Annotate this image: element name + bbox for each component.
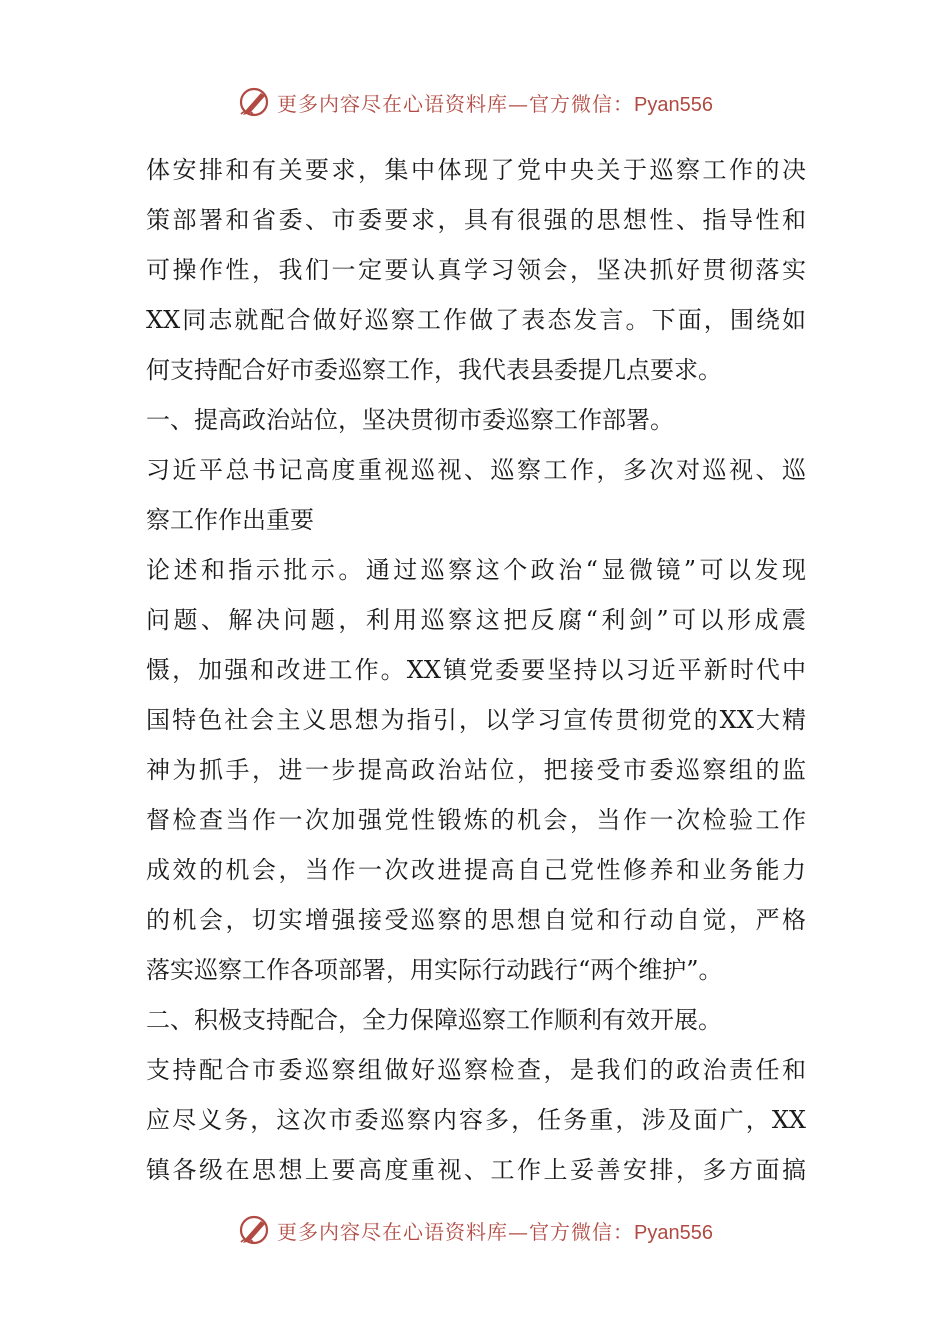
text-line: 何支持配合好市委巡察工作，我代表县委提几点要求。 <box>146 356 722 384</box>
text-line: 落实巡察工作各项部署，用实际行动践行“两个维护”。 <box>146 956 723 984</box>
text-line: 慑，加强和改进工作。XX镇党委要坚持以习近平新时代中 <box>146 656 806 684</box>
section-heading-2: 二、积极支持配合，全力保障巡察工作顺利有效开展。 <box>146 1006 722 1034</box>
text-line: 神为抓手，进一步提高政治站位，把接受市委巡察组的监 <box>146 756 806 784</box>
text-line: 体安排和有关要求，集中体现了党中央关于巡察工作的决 <box>146 156 806 184</box>
text-line: 支持配合市委巡察组做好巡察检查，是我们的政治责任和 <box>146 1056 806 1084</box>
text-line: 论述和指示批示。通过巡察这个政治“显微镜”可以发现 <box>146 556 806 584</box>
text-line: 成效的机会，当作一次改进提高自己党性修养和业务能力 <box>146 856 806 884</box>
header-banner <box>0 82 950 122</box>
text-line: 镇各级在思想上要高度重视、工作上妥善安排，多方面搞 <box>146 1156 806 1184</box>
footer-banner-text: 更多内容尽在心语资料库—官方微信：Pyan556 <box>277 1219 713 1244</box>
text-line: 督检查当作一次加强党性锻炼的机会，当作一次检验工作 <box>146 806 806 834</box>
text-line: 察工作作出重要 <box>146 506 314 534</box>
header-wechat-id: Pyan556 <box>634 93 713 116</box>
pen-logo-icon <box>237 1212 273 1248</box>
text-line: 问题、解决问题，利用巡察这把反腐“利剑”可以形成震 <box>146 606 806 634</box>
text-line: 的机会，切实增强接受巡察的思想自觉和行动自觉，严格 <box>146 906 806 934</box>
text-line: XX同志就配合做好巡察工作做了表态发言。下面，围绕如 <box>146 306 806 334</box>
text-line: 国特色社会主义思想为指引，以学习宣传贯彻党的XX大精 <box>146 706 806 734</box>
text-line: 应尽义务，这次市委巡察内容多，任务重，涉及面广，XX <box>146 1106 806 1134</box>
pen-logo-icon <box>237 84 273 120</box>
section-heading-1: 一、提高政治站位，坚决贯彻市委巡察工作部署。 <box>146 406 674 434</box>
footer-banner <box>0 1210 950 1250</box>
header-banner-text: 更多内容尽在心语资料库—官方微信：Pyan556 <box>277 91 713 116</box>
text-line: 习近平总书记高度重视巡视、巡察工作，多次对巡视、巡 <box>146 456 806 484</box>
text-line: 策部署和省委、市委要求，具有很强的思想性、指导性和 <box>146 206 806 234</box>
text-line: 可操作性，我们一定要认真学习领会，坚决抓好贯彻落实 <box>146 256 806 284</box>
document-body <box>146 145 806 1195</box>
footer-wechat-id: Pyan556 <box>634 1221 713 1244</box>
